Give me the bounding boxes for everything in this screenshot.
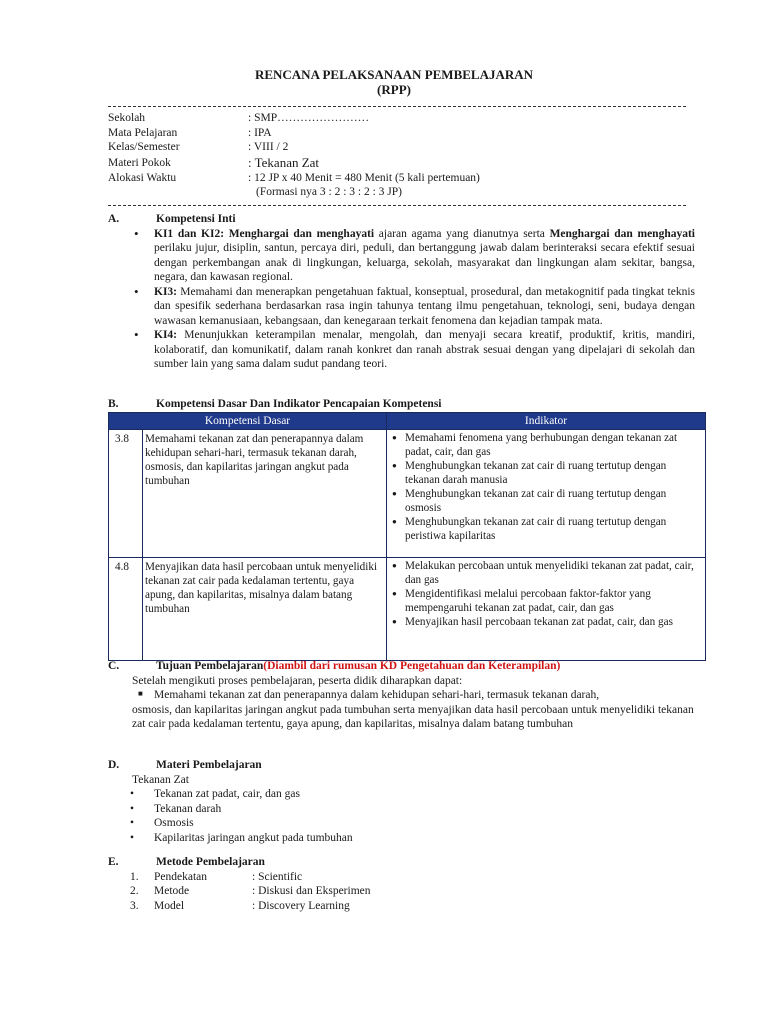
section-heading	[108, 659, 698, 674]
ki-text: perilaku jujur, disiplin, santun, percaya diri, peduli, dan bertanggung jawab dalam berinteraksi secara efektif sesuai dengan perkembangan anak di lingkungan, keluarga, sekolah, masyarakat dan lingkungan alam sekitar, bangsa, negara, dan kawasan regional.	[154, 242, 695, 283]
identity-label: Sekolah	[108, 112, 146, 124]
document-title: RENCANA PELAKSANAAN PEMBELAJARAN	[254, 67, 534, 82]
method-key: Pendekatan	[154, 870, 208, 883]
identity-value: : VIII / 2	[248, 141, 289, 153]
ki-text: Menunjukkan keterampilan menalar, mengolah, dan menyaji secara kreatif, produktif, kritis, mandiri, kolaboratif, dan komunikatif, dalam ranah konkret dan ranah abstrak sesuai dengan yang dipelajari di sekolah dan sumber lain yang sama dalam sudut pandang teori.	[154, 329, 695, 370]
list-item: ● Memahami fenomena yang berhubungan dengan tekanan zat padat, cair, dan gas	[387, 431, 701, 459]
dashed-divider-bottom	[108, 205, 686, 206]
method-number: 2.	[130, 885, 139, 897]
ki-label: KI1 dan KI2: Menghargai dan menghayati	[154, 227, 375, 240]
identity-label: Kelas/Semester	[108, 141, 180, 153]
identity-label: Alokasi Waktu	[108, 171, 177, 184]
section-title: Materi Pembelajaran	[156, 759, 262, 771]
list-item: ● Melakukan percobaan untuk menyelidiki tekanan zat padat, cair, dan gas	[387, 559, 701, 587]
section-d	[108, 758, 698, 845]
method-number: 1.	[130, 870, 139, 883]
objective-list	[108, 688, 698, 732]
method-number: 3.	[130, 899, 139, 912]
method-key: Model	[154, 899, 185, 912]
identity-value: (Formasi nya 3 : 2 : 3 : 2 : 3 JP)	[256, 186, 402, 198]
section-heading	[108, 212, 698, 227]
list-item-ki12	[132, 227, 695, 285]
list-item-ki3	[132, 285, 695, 329]
section-letter: D.	[108, 759, 120, 771]
identity-row-topic	[108, 155, 688, 171]
section-c	[108, 659, 698, 732]
kd-description: Memahami tekanan zat dan penerapannya dalam kehidupan sehari-hari, termasuk tekanan darah, osmosis, dan kapilaritas jaringan angkut pada tumbuhan	[143, 430, 387, 558]
section-note: (Diambil dari rumusan KD Pengetahuan dan Keterampilan)	[263, 660, 561, 672]
ki-label: KI3:	[154, 285, 177, 298]
ki-emphasis: Menghargai dan menghayati	[549, 227, 695, 240]
identity-row-formation	[108, 185, 688, 200]
list-item-ki4	[132, 328, 695, 372]
list-item: ● Menghubungkan tekanan zat cair di ruang tertutup dengan peristiwa kapilaritas	[387, 515, 701, 543]
ki-text: Memahami dan menerapkan pengetahuan faktual, konseptual, prosedural, dan metakognitif pada tingkat teknis dan spesifik sederhana berdasarkan rasa ingin tahunya tentang ilmu pengetahuan, teknologi, seni, budaya dengan wawasan kemanusiaan, kebangsaan, dan kenegaraan terkait fenomena dan kejadian tampak mata.	[154, 285, 695, 327]
section-e	[108, 855, 698, 913]
identity-value: : IPA	[248, 126, 272, 139]
list-item	[108, 870, 698, 885]
section-title: Kompetensi Inti	[156, 213, 236, 225]
section-a	[108, 212, 698, 372]
section-heading	[108, 758, 698, 773]
objective-intro: Setelah mengikuti proses pembelajaran, peserta didik diharapkan dapat:	[132, 674, 463, 687]
section-title: Tujuan Pembelajaran	[156, 660, 264, 672]
column-header-kd: Kompetensi Dasar	[109, 413, 387, 430]
section-title: Kompetensi Dasar Dan Indikator Pencapaian Kompetensi	[156, 398, 442, 410]
indicator-cell	[387, 558, 706, 661]
method-key: Metode	[154, 885, 190, 897]
list-item	[108, 688, 708, 732]
list-item	[108, 884, 698, 899]
section-letter: E.	[108, 856, 119, 868]
section-heading	[108, 855, 698, 870]
kd-description: Menyajikan data hasil percobaan untuk menyelidiki tekanan zat cair pada kedalaman tertentu, gaya apung, dan kapilaritas, misalnya dalam batang tumbuhan	[143, 558, 387, 661]
list-item: ● Menghubungkan tekanan zat cair di ruang tertutup dengan tekanan darah manusia	[387, 459, 701, 487]
list-item: ● Menghubungkan tekanan zat cair di ruang tertutup dengan osmosis	[387, 487, 701, 515]
kd-number: 4.8	[109, 558, 143, 661]
objective-first-line: Memahami tekanan zat dan penerapannya dalam kehidupan sehari-hari, termasuk tekanan darah,	[154, 689, 600, 701]
document-subtitle: (RPP)	[377, 82, 411, 97]
identity-label	[108, 185, 248, 200]
identity-row-school	[108, 111, 688, 126]
section-letter: B.	[108, 398, 119, 410]
list-item	[108, 899, 698, 914]
identity-row-time	[108, 171, 688, 186]
section-letter: A.	[108, 213, 120, 225]
indicator-list	[387, 431, 701, 543]
method-value: : Diskusi dan Eksperimen	[252, 885, 371, 897]
indicator-cell	[387, 430, 706, 558]
table-row	[109, 430, 706, 558]
list-item: ● Mengidentifikasi melalui percobaan faktor-faktor yang mempengaruhi tekanan zat padat, cair, dan gas	[387, 587, 701, 615]
method-value: : Discovery Learning	[252, 899, 350, 912]
section-title: Metode Pembelajaran	[156, 856, 265, 868]
table-row	[109, 558, 706, 661]
dashed-divider-top	[108, 106, 686, 107]
material-list	[108, 787, 698, 845]
identity-value: : Tekanan Zat	[248, 154, 320, 170]
list-item: ● Menyajikan hasil percobaan tekanan zat padat, cair, dan gas	[387, 615, 701, 629]
method-value: : Scientific	[252, 870, 303, 883]
identity-row-subject	[108, 126, 688, 141]
identity-label: Materi Pokok	[108, 156, 171, 169]
identity-label: Mata Pelajaran	[108, 126, 178, 139]
objective-continuation: osmosis, dan kapilaritas jaringan angkut pada tumbuhan serta menyajikan data hasil percobaan untuk menyelidiki tekanan zat cair pada kedalaman tertentu, gaya apung, dan kapilaritas, misalnya dalam batang tumbuhan	[132, 703, 694, 730]
list-item: • Tekanan darah	[108, 802, 698, 817]
identity-value: : SMP……………………	[248, 112, 370, 124]
list-item: • Tekanan zat padat, cair, dan gas	[108, 787, 698, 802]
section-heading	[108, 397, 698, 412]
ki-list	[132, 227, 698, 372]
list-item: • Kapilaritas jaringan angkut pada tumbuhan	[108, 831, 698, 846]
section-b	[108, 397, 698, 412]
identity-block	[108, 111, 688, 200]
list-item: • Osmosis	[108, 816, 698, 831]
competency-table	[108, 412, 706, 661]
material-topic: Tekanan Zat	[132, 773, 189, 786]
identity-value: : 12 JP x 40 Menit = 480 Menit (5 kali pertemuan)	[248, 171, 480, 184]
ki-text: ajaran agama yang dianutnya serta	[374, 227, 550, 240]
kd-number: 3.8	[109, 430, 143, 558]
method-list	[108, 870, 698, 914]
identity-row-class	[108, 140, 688, 155]
indicator-list	[387, 559, 701, 629]
column-header-indicator: Indikator	[387, 413, 706, 430]
ki-label: KI4:	[154, 329, 177, 341]
section-letter: C.	[108, 660, 120, 672]
